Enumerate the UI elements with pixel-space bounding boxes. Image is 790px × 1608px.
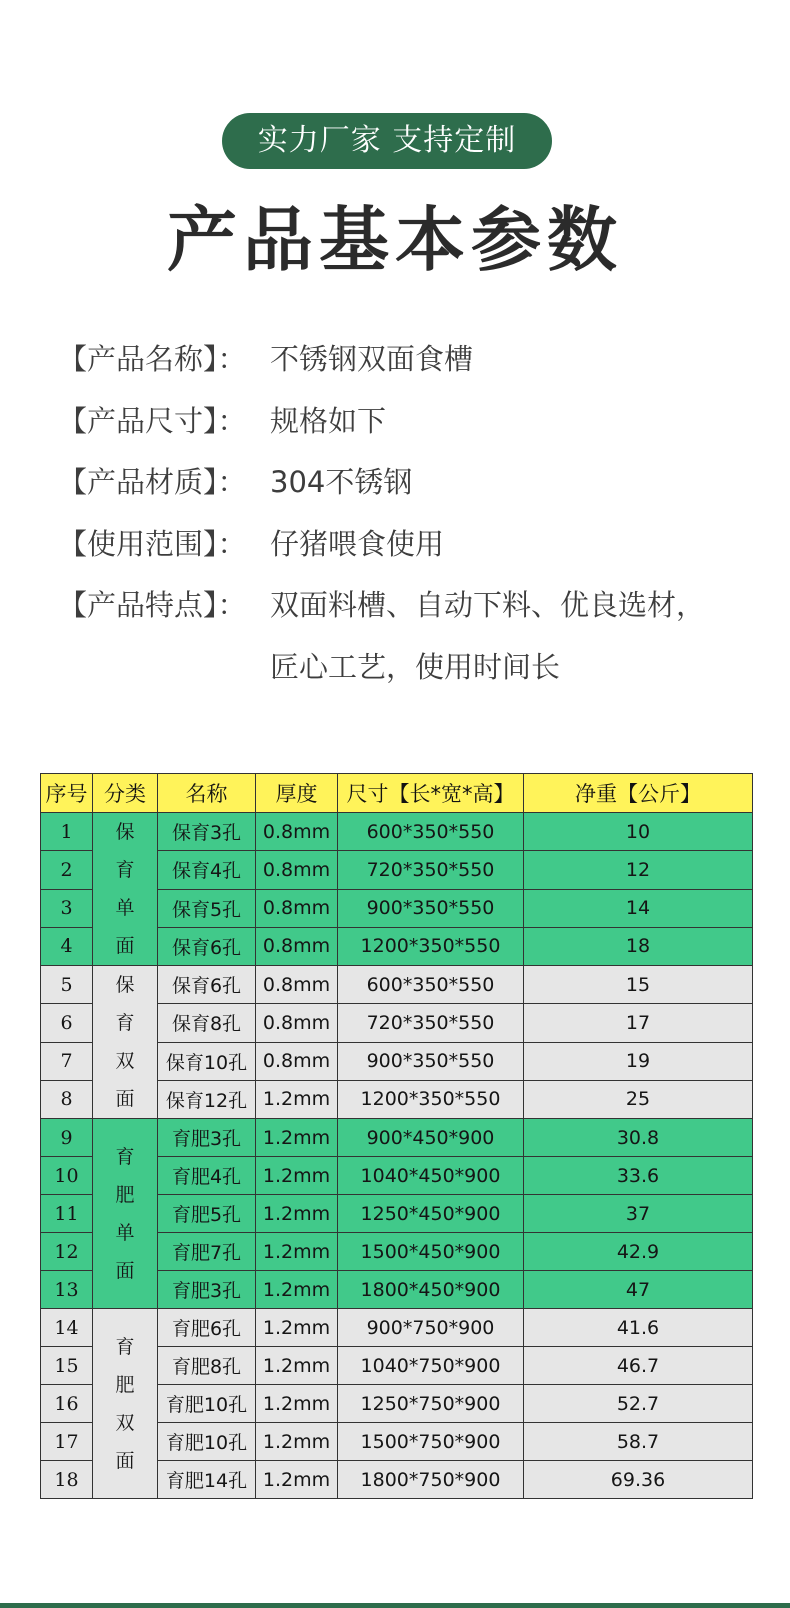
spec-value: 规格如下 — [270, 404, 387, 438]
dimensions: 900*450*900 — [338, 1119, 524, 1157]
net-weight: 15 — [524, 966, 753, 1004]
product-name: 育肥14孔 — [158, 1461, 256, 1499]
net-weight: 18 — [524, 927, 753, 965]
row-number: 5 — [41, 966, 93, 1004]
category-cell — [93, 1119, 158, 1309]
spec-value: 仔猪喂食使用 — [270, 527, 445, 561]
category-char: 肥 — [115, 1373, 135, 1396]
dimensions: 1500*450*900 — [338, 1233, 524, 1271]
thickness: 1.2mm — [256, 1233, 338, 1271]
net-weight: 69.36 — [524, 1461, 753, 1499]
net-weight: 47 — [524, 1271, 753, 1309]
dimensions: 1800*750*900 — [338, 1461, 524, 1499]
row-number: 4 — [41, 927, 93, 965]
header-size: 尺寸【长*宽*高】 — [338, 774, 524, 813]
product-name: 育肥5孔 — [158, 1195, 256, 1233]
spec-product-size — [58, 401, 386, 441]
spec-usage-range — [58, 524, 444, 564]
thickness: 0.8mm — [256, 966, 338, 1004]
thickness: 0.8mm — [256, 851, 338, 889]
row-number: 10 — [41, 1157, 93, 1195]
header-no: 序号 — [41, 774, 93, 813]
thickness: 0.8mm — [256, 927, 338, 965]
table-header-row — [41, 774, 753, 813]
row-number: 15 — [41, 1347, 93, 1385]
dimensions: 1250*750*900 — [338, 1385, 524, 1423]
dimensions: 900*750*900 — [338, 1309, 524, 1347]
thickness: 1.2mm — [256, 1080, 338, 1118]
row-number: 9 — [41, 1119, 93, 1157]
header-name: 名称 — [158, 774, 256, 813]
net-weight: 25 — [524, 1080, 753, 1118]
thickness: 0.8mm — [256, 889, 338, 927]
dimensions: 1250*450*900 — [338, 1195, 524, 1233]
category-char: 双 — [115, 1411, 135, 1434]
net-weight: 46.7 — [524, 1347, 753, 1385]
thickness: 1.2mm — [256, 1461, 338, 1499]
dimensions: 600*350*550 — [338, 813, 524, 851]
product-name: 育肥4孔 — [158, 1157, 256, 1195]
net-weight: 42.9 — [524, 1233, 753, 1271]
category-char: 面 — [115, 1449, 135, 1472]
dimensions: 1040*750*900 — [338, 1347, 524, 1385]
dimensions: 720*350*550 — [338, 851, 524, 889]
product-name: 保育4孔 — [158, 851, 256, 889]
category-char: 面 — [115, 1088, 135, 1110]
thickness: 1.2mm — [256, 1347, 338, 1385]
spec-value: 双面料槽、自动下料、优良选材， — [270, 588, 706, 622]
row-number: 18 — [41, 1461, 93, 1499]
product-name: 育肥8孔 — [158, 1347, 256, 1385]
category-char: 保 — [115, 974, 135, 996]
table-row — [41, 1119, 753, 1157]
category-char: 育 — [115, 859, 135, 881]
category-char: 面 — [115, 935, 135, 957]
product-name: 保育6孔 — [158, 966, 256, 1004]
row-number: 16 — [41, 1385, 93, 1423]
spec-label: 【产品名称】： — [58, 342, 247, 376]
spec-value: 304不锈钢 — [270, 465, 413, 499]
thickness: 1.2mm — [256, 1157, 338, 1195]
dimensions: 1500*750*900 — [338, 1423, 524, 1461]
thickness: 1.2mm — [256, 1309, 338, 1347]
thickness: 1.2mm — [256, 1195, 338, 1233]
row-number: 2 — [41, 851, 93, 889]
category-char: 单 — [115, 1221, 135, 1244]
header-category: 分类 — [93, 774, 158, 813]
category-char: 育 — [115, 1335, 135, 1358]
category-char: 育 — [115, 1012, 135, 1034]
spec-value: 不锈钢双面食槽 — [270, 342, 474, 376]
product-name: 保育5孔 — [158, 889, 256, 927]
dimensions: 600*350*550 — [338, 966, 524, 1004]
product-name: 保育10孔 — [158, 1042, 256, 1080]
dimensions: 1800*450*900 — [338, 1271, 524, 1309]
row-number: 12 — [41, 1233, 93, 1271]
product-name: 育肥3孔 — [158, 1271, 256, 1309]
thickness: 1.2mm — [256, 1271, 338, 1309]
net-weight: 37 — [524, 1195, 753, 1233]
dimensions: 720*350*550 — [338, 1004, 524, 1042]
product-name: 保育3孔 — [158, 813, 256, 851]
row-number: 11 — [41, 1195, 93, 1233]
category-cell — [93, 813, 158, 966]
thickness: 1.2mm — [256, 1385, 338, 1423]
dimensions: 900*350*550 — [338, 1042, 524, 1080]
net-weight: 17 — [524, 1004, 753, 1042]
spec-product-material — [58, 462, 412, 502]
net-weight: 33.6 — [524, 1157, 753, 1195]
net-weight: 12 — [524, 851, 753, 889]
spec-product-name — [58, 339, 473, 379]
net-weight: 58.7 — [524, 1423, 753, 1461]
product-name: 育肥10孔 — [158, 1423, 256, 1461]
spec-label: 【使用范围】： — [58, 527, 247, 561]
table-row — [41, 813, 753, 851]
promo-badge: 实力厂家 支持定制 — [222, 113, 552, 169]
net-weight: 19 — [524, 1042, 753, 1080]
page-title: 产品基本参数 — [167, 199, 623, 281]
dimensions: 900*350*550 — [338, 889, 524, 927]
row-number: 17 — [41, 1423, 93, 1461]
thickness: 0.8mm — [256, 1042, 338, 1080]
category-cell — [93, 1309, 158, 1499]
row-number: 6 — [41, 1004, 93, 1042]
net-weight: 30.8 — [524, 1119, 753, 1157]
net-weight: 52.7 — [524, 1385, 753, 1423]
product-name: 育肥7孔 — [158, 1233, 256, 1271]
bottom-divider — [0, 1603, 790, 1608]
spec-label: 【产品材质】： — [58, 465, 247, 499]
spec-features — [58, 585, 705, 625]
product-name: 育肥3孔 — [158, 1119, 256, 1157]
net-weight: 14 — [524, 889, 753, 927]
net-weight: 10 — [524, 813, 753, 851]
category-char: 面 — [115, 1259, 135, 1282]
category-char: 双 — [115, 1050, 135, 1072]
spec-features-continuation: 匠心工艺，使用时间长 — [270, 650, 561, 684]
category-char: 育 — [115, 1145, 135, 1168]
product-name: 育肥6孔 — [158, 1309, 256, 1347]
row-number: 3 — [41, 889, 93, 927]
category-cell — [93, 966, 158, 1119]
product-name: 保育6孔 — [158, 927, 256, 965]
product-name: 育肥10孔 — [158, 1385, 256, 1423]
row-number: 14 — [41, 1309, 93, 1347]
spec-table — [40, 773, 753, 1499]
row-number: 1 — [41, 813, 93, 851]
header-thickness: 厚度 — [256, 774, 338, 813]
header-weight: 净重【公斤】 — [524, 774, 753, 813]
table-row — [41, 966, 753, 1004]
dimensions: 1200*350*550 — [338, 1080, 524, 1118]
thickness: 0.8mm — [256, 813, 338, 851]
category-char: 保 — [115, 821, 135, 843]
dimensions: 1040*450*900 — [338, 1157, 524, 1195]
spec-label: 【产品尺寸】： — [58, 404, 247, 438]
thickness: 1.2mm — [256, 1119, 338, 1157]
row-number: 8 — [41, 1080, 93, 1118]
row-number: 13 — [41, 1271, 93, 1309]
category-char: 肥 — [115, 1183, 135, 1206]
thickness: 1.2mm — [256, 1423, 338, 1461]
net-weight: 41.6 — [524, 1309, 753, 1347]
spec-label: 【产品特点】： — [58, 588, 247, 622]
product-name: 保育8孔 — [158, 1004, 256, 1042]
row-number: 7 — [41, 1042, 93, 1080]
table-row — [41, 1309, 753, 1347]
category-char: 单 — [115, 897, 135, 919]
dimensions: 1200*350*550 — [338, 927, 524, 965]
product-name: 保育12孔 — [158, 1080, 256, 1118]
thickness: 0.8mm — [256, 1004, 338, 1042]
